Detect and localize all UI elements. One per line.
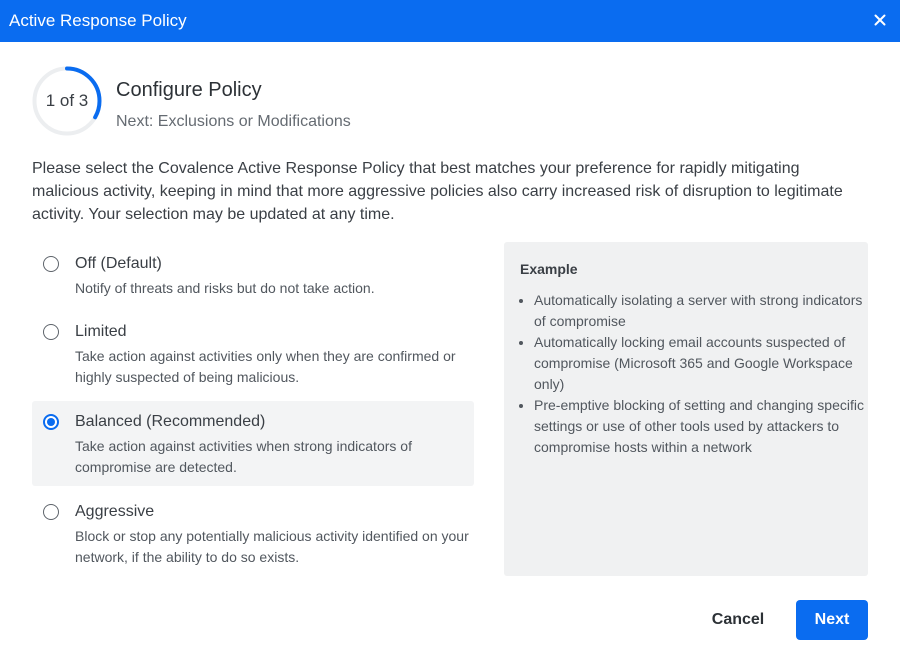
dialog-titlebar xyxy=(0,0,900,42)
dialog-title: Active Response Policy xyxy=(9,11,187,30)
intro-text: Please select the Covalence Active Response Policy that best matches your preference for rapidly mitigating malicious activity, keeping in mind that more aggressive policies also carry increased risk of disruption to legitimate activity. Your selection may be updated at any time. xyxy=(32,160,843,223)
option-title: Balanced (Recommended) xyxy=(75,413,266,430)
step-counter: 1 of 3 xyxy=(45,91,89,110)
radio-off[interactable] xyxy=(43,256,59,272)
option-title: Off (Default) xyxy=(75,255,162,272)
cancel-button[interactable]: Cancel xyxy=(711,611,765,628)
close-icon[interactable] xyxy=(870,10,890,30)
example-item: • Pre-emptive blocking of setting and changing specific settings or use of other tools used by attackers to compromise hosts within a network xyxy=(534,395,874,458)
step-progress-ring xyxy=(32,66,102,136)
page-title: Configure Policy xyxy=(116,79,262,101)
example-panel xyxy=(504,242,868,576)
example-item: • Automatically locking email accounts suspected of compromise (Microsoft 365 and Google Workspace only) xyxy=(534,332,874,395)
radio-balanced[interactable] xyxy=(43,414,59,430)
next-step-label: Next: Exclusions or Modifications xyxy=(116,113,351,130)
example-item: • Automatically isolating a server with strong indicators of compromise xyxy=(534,290,874,332)
example-list xyxy=(520,290,874,458)
option-description: Notify of threats and risks but do not take action. xyxy=(75,280,375,296)
option-aggressive[interactable] xyxy=(32,492,474,576)
radio-limited[interactable] xyxy=(43,324,59,340)
option-limited[interactable] xyxy=(32,312,474,396)
option-title: Aggressive xyxy=(75,503,155,520)
option-description: Take action against activities only when they are confirmed or highly suspected of being malicious. xyxy=(75,348,456,385)
next-button[interactable]: Next xyxy=(796,600,868,640)
option-description: Block or stop any potentially malicious activity identified on your network, if the ability to do so exists. xyxy=(75,528,469,565)
example-title: Example xyxy=(520,261,578,277)
radio-aggressive[interactable] xyxy=(43,504,59,520)
option-title: Limited xyxy=(75,323,127,340)
option-off[interactable] xyxy=(32,242,474,306)
option-description: Take action against activities when strong indicators of compromise are detected. xyxy=(75,438,412,475)
option-balanced[interactable] xyxy=(32,401,474,486)
